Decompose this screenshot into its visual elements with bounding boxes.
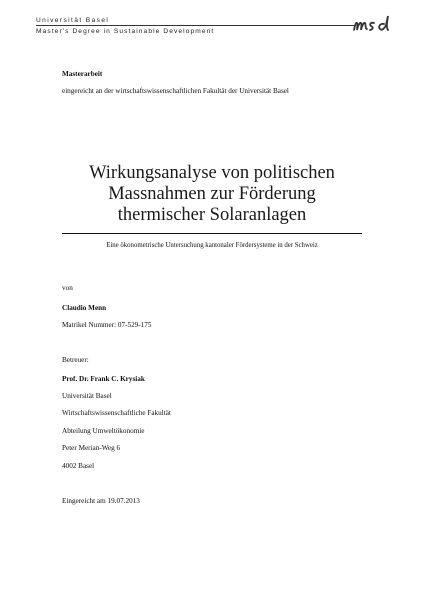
author-name: Claudio Menn: [62, 304, 107, 312]
supervisor-faculty: Wirtschaftswissenschaftliche Fakultät: [62, 409, 171, 417]
title-line: thermischer Solaranlagen: [117, 205, 307, 225]
title-rule: [62, 233, 362, 234]
submission-date: Eingereicht am 19.07.2013: [62, 497, 140, 505]
header-program: Master's Degree in Sustainable Development: [36, 28, 215, 35]
title-line: Wirkungsanalyse von politischen: [89, 163, 335, 183]
header-rule: [36, 25, 354, 26]
thesis-title: [62, 163, 362, 226]
title-line: Massnahmen zur Förderung: [108, 184, 316, 204]
matriculation-number: Matrikel Nummer: 07-529-175: [62, 321, 152, 329]
author-prefix: von: [62, 284, 73, 292]
header-university: Universität Basel: [36, 17, 110, 24]
supervisor-label: Betreuer:: [62, 356, 89, 364]
thesis-subtitle: Eine ökonometrische Untersuchung kantonaler Fördersysteme in der Schweiz: [106, 242, 318, 249]
supervisor-name: Prof. Dr. Frank C. Krysiak: [62, 375, 145, 383]
thesis-type: Masterarbeit: [62, 70, 103, 78]
supervisor-university: Universität Basel: [62, 392, 112, 400]
faculty-statement: eingereicht an der wirtschaftswissenschaftlichen Fakultät der Universität Basel: [62, 87, 289, 95]
msd-logo: [352, 14, 404, 36]
supervisor-street: Peter Merian-Weg 6: [62, 444, 121, 452]
supervisor-city: 4002 Basel: [62, 462, 95, 470]
supervisor-department: Abteilung Umweltökonomie: [62, 427, 145, 435]
